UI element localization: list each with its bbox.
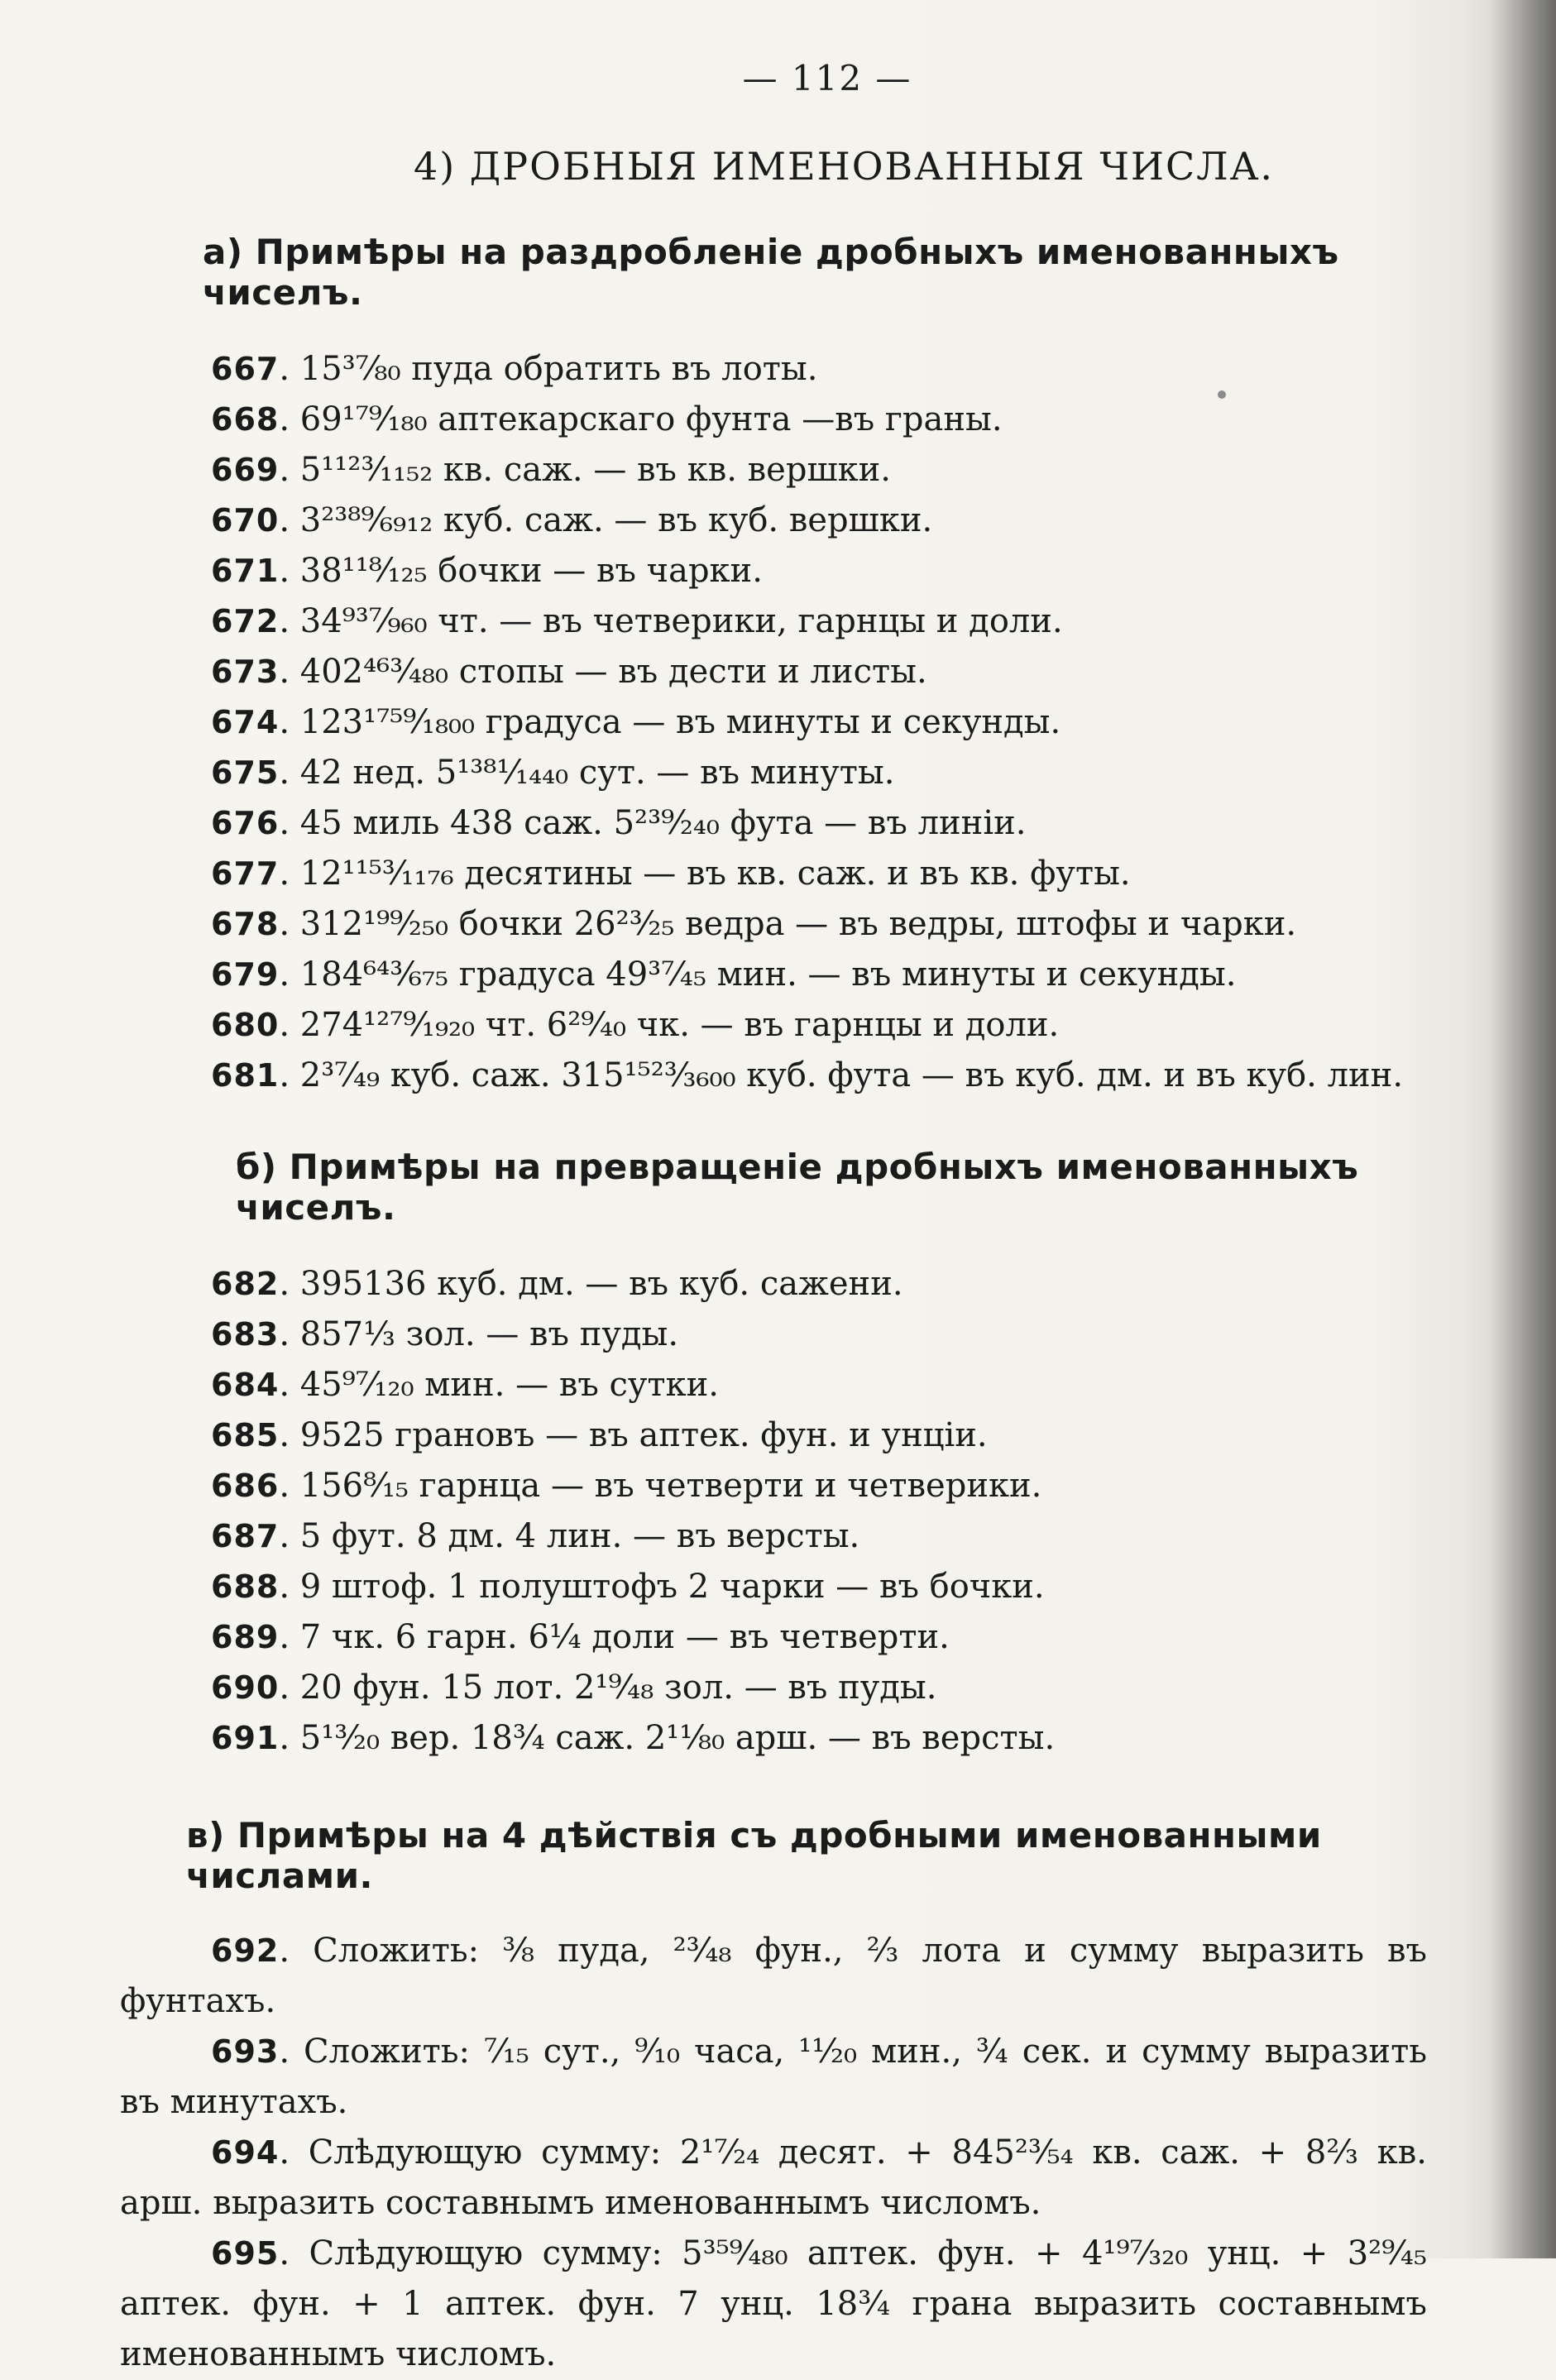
section-b-list bbox=[211, 1259, 1427, 1764]
list-item: 686. 156⁸⁄₁₅ гарнца — въ четверти и четверики. bbox=[211, 1467, 1042, 1505]
exercise-number: 678 bbox=[211, 906, 280, 942]
exercise-number: 687 bbox=[211, 1518, 280, 1554]
list-item: 693. Сложить: ⁷⁄₁₅ сут., ⁹⁄₁₀ часа, ¹¹⁄₂₀ мин., ¾ сек. и сумму выразить въ минутахъ. bbox=[120, 2033, 1428, 2121]
list-item: 668. 69¹⁷⁹⁄₁₈₀ аптекарскаго фунта —въ граны. bbox=[211, 400, 1003, 438]
exercise-number: 685 bbox=[211, 1417, 280, 1453]
list-item: 677. 12¹¹⁵³⁄₁₁₇₆ десятины — въ кв. саж. и въ кв. футы. bbox=[211, 855, 1131, 893]
exercise-number: 672 bbox=[211, 603, 280, 639]
exercise-number: 667 bbox=[211, 351, 280, 387]
exercise-text: 312¹⁹⁹⁄₂₅₀ бочки 26²³⁄₂₅ ведра — въ ведры, штофы и чарки. bbox=[299, 905, 1297, 943]
exercise-text: 7 чк. 6 гарн. 6¼ доли — въ четверти. bbox=[299, 1618, 950, 1656]
exercise-text: 34⁹³⁷⁄₉₆₀ чт. — въ четверики, гарнцы и доли. bbox=[299, 602, 1063, 640]
exercise-number: 690 bbox=[211, 1669, 280, 1706]
exercise-text: 402⁴⁶³⁄₄₈₀ стопы — въ дести и листы. bbox=[299, 653, 927, 691]
exercise-text: 15³⁷⁄₈₀ пуда обратить въ лоты. bbox=[299, 350, 818, 388]
exercise-text: Слѣдующую сумму: 2¹⁷⁄₂₄ десят. + 845²³⁄₅₄ кв. саж. + 8⅔ кв. арш. выразить составнымъ именованнымъ числомъ. bbox=[120, 2133, 1427, 2222]
exercise-number: 686 bbox=[211, 1468, 280, 1504]
exercise-text: 156⁸⁄₁₅ гарнца — въ четверти и четверики. bbox=[299, 1467, 1042, 1505]
exercise-number: 675 bbox=[211, 754, 280, 791]
list-item: 679. 184⁶⁴³⁄₆₇₅ градуса 49³⁷⁄₄₅ мин. — въ минуты и секунды. bbox=[211, 955, 1237, 994]
list-item: 669. 5¹¹²³⁄₁₁₅₂ кв. саж. — въ кв. вершки. bbox=[211, 451, 892, 489]
list-item: 689. 7 чк. 6 гарн. 6¼ доли — въ четверти. bbox=[211, 1618, 950, 1656]
exercise-text: 42 нед. 5¹³⁸¹⁄₁₄₄₀ сут. — въ минуты. bbox=[299, 754, 895, 792]
list-item: 678. 312¹⁹⁹⁄₂₅₀ бочки 26²³⁄₂₅ ведра — въ ведры, штофы и чарки. bbox=[211, 905, 1297, 943]
page-content bbox=[120, 58, 1427, 2380]
exercise-number: 693 bbox=[211, 2033, 280, 2070]
exercise-number: 695 bbox=[211, 2235, 280, 2272]
page-title: 4) ДРОБНЫЯ ИМЕНОВАННЫЯ ЧИСЛА. bbox=[413, 144, 1275, 189]
exercise-number: 688 bbox=[211, 1568, 280, 1605]
list-item: 667. 15³⁷⁄₈₀ пуда обратить въ лоты. bbox=[211, 350, 818, 388]
exercise-text: 12¹¹⁵³⁄₁₁₇₆ десятины — въ кв. саж. и въ кв. футы. bbox=[299, 855, 1131, 893]
list-item: 673. 402⁴⁶³⁄₄₈₀ стопы — въ дести и листы. bbox=[211, 653, 927, 691]
list-item: 674. 123¹⁷⁵⁹⁄₁₈₀₀ градуса — въ минуты и секунды. bbox=[211, 703, 1061, 741]
section-a-list bbox=[211, 344, 1427, 1101]
list-item: 681. 2³⁷⁄₄₉ куб. саж. 315¹⁵²³⁄₃₆₀₀ куб. фута — въ куб. дм. и въ куб. лин. bbox=[211, 1056, 1404, 1094]
exercise-number: 673 bbox=[211, 654, 280, 690]
exercise-number: 669 bbox=[211, 452, 280, 488]
exercise-text: 5 фут. 8 дм. 4 лин. — въ версты. bbox=[299, 1517, 860, 1555]
exercise-text: 45 миль 438 саж. 5²³⁹⁄₂₄₀ фута — въ линіи. bbox=[299, 804, 1027, 842]
exercise-number: 679 bbox=[211, 956, 280, 993]
exercise-text: 9 штоф. 1 полуштофъ 2 чарки — въ бочки. bbox=[299, 1568, 1045, 1606]
list-item: 684. 45⁹⁷⁄₁₂₀ мин. — въ сутки. bbox=[211, 1366, 719, 1404]
exercise-text: 20 фун. 15 лот. 2¹⁹⁄₄₈ зол. — въ пуды. bbox=[299, 1669, 937, 1707]
list-item: 682. 395136 куб. дм. — въ куб. сажени. bbox=[211, 1265, 903, 1303]
list-item: 676. 45 миль 438 саж. 5²³⁹⁄₂₄₀ фута — въ линіи. bbox=[211, 804, 1027, 842]
exercise-number: 680 bbox=[211, 1007, 280, 1043]
exercise-number: 691 bbox=[211, 1720, 280, 1756]
exercise-text: 395136 куб. дм. — въ куб. сажени. bbox=[299, 1265, 903, 1303]
exercise-text: 5¹³⁄₂₀ вер. 18¾ саж. 2¹¹⁄₈₀ арш. — въ версты. bbox=[299, 1719, 1056, 1757]
exercise-number: 668 bbox=[211, 401, 280, 438]
exercise-text: Слѣдующую сумму: 5³⁵⁹⁄₄₈₀ аптек. фун. + 4¹⁹⁷⁄₃₂₀ унц. + 3²⁹⁄₄₅ аптек. фун. + 1 аптек. фун. 7 унц. 18¾ грана выразить составнымъ именованнымъ числомъ. bbox=[120, 2234, 1427, 2373]
page-edge-shadow bbox=[1490, 0, 1556, 2258]
exercise-number: 689 bbox=[211, 1619, 280, 1655]
list-item: 692. Сложить: ⅜ пуда, ²³⁄₄₈ фун., ⅔ лота и сумму выразить въ фунтахъ. bbox=[120, 1932, 1427, 2020]
exercise-number: 676 bbox=[211, 805, 280, 841]
exercise-text: 9525 грановъ — въ аптек. фун. и унціи. bbox=[299, 1416, 988, 1454]
list-item: 671. 38¹¹⁸⁄₁₂₅ бочки — въ чарки. bbox=[211, 552, 763, 590]
list-item: 675. 42 нед. 5¹³⁸¹⁄₁₄₄₀ сут. — въ минуты. bbox=[211, 754, 895, 792]
exercise-number: 674 bbox=[211, 704, 280, 740]
exercise-text: 38¹¹⁸⁄₁₂₅ бочки — въ чарки. bbox=[299, 552, 763, 590]
exercise-text: 184⁶⁴³⁄₆₇₅ градуса 49³⁷⁄₄₅ мин. — въ минуты и секунды. bbox=[299, 955, 1237, 994]
exercise-number: 677 bbox=[211, 855, 280, 892]
exercise-number: 683 bbox=[211, 1316, 280, 1353]
list-item: 687. 5 фут. 8 дм. 4 лин. — въ версты. bbox=[211, 1517, 860, 1555]
exercise-number: 694 bbox=[211, 2134, 280, 2171]
list-item: 695. Слѣдующую сумму: 5³⁵⁹⁄₄₈₀ аптек. фун. + 4¹⁹⁷⁄₃₂₀ унц. + 3²⁹⁄₄₅ аптек. фун. + 1 аптек. фун. 7 унц. 18¾ грана выразить составнымъ именованнымъ числомъ. bbox=[120, 2234, 1427, 2373]
section-c-heading: в) Примѣры на 4 дѣйствія съ дробными именованными числами. bbox=[186, 1815, 1322, 1896]
exercise-number: 671 bbox=[211, 553, 280, 589]
exercise-number: 684 bbox=[211, 1367, 280, 1403]
list-item: 685. 9525 грановъ — въ аптек. фун. и унціи. bbox=[211, 1416, 988, 1454]
exercise-text: Сложить: ⁷⁄₁₅ сут., ⁹⁄₁₀ часа, ¹¹⁄₂₀ мин., ¾ сек. и сумму выразить въ минутахъ. bbox=[120, 2033, 1428, 2121]
list-item: 688. 9 штоф. 1 полуштофъ 2 чарки — въ бочки. bbox=[211, 1568, 1045, 1606]
exercise-text: 2³⁷⁄₄₉ куб. саж. 315¹⁵²³⁄₃₆₀₀ куб. фута — въ куб. дм. и въ куб. лин. bbox=[299, 1056, 1404, 1094]
section-c-list bbox=[120, 1926, 1427, 2380]
exercise-text: 123¹⁷⁵⁹⁄₁₈₀₀ градуса — въ минуты и секунды. bbox=[299, 703, 1061, 741]
list-item: 672. 34⁹³⁷⁄₉₆₀ чт. — въ четверики, гарнцы и доли. bbox=[211, 602, 1063, 640]
exercise-text: 45⁹⁷⁄₁₂₀ мин. — въ сутки. bbox=[299, 1366, 719, 1404]
list-item: 694. Слѣдующую сумму: 2¹⁷⁄₂₄ десят. + 845²³⁄₅₄ кв. саж. + 8⅔ кв. арш. выразить составнымъ именованнымъ числомъ. bbox=[120, 2133, 1427, 2222]
exercise-text: 5¹¹²³⁄₁₁₅₂ кв. саж. — въ кв. вершки. bbox=[299, 451, 892, 489]
list-item: 690. 20 фун. 15 лот. 2¹⁹⁄₄₈ зол. — въ пуды. bbox=[211, 1669, 937, 1707]
exercise-text: 857¹⁄₃ зол. — въ пуды. bbox=[299, 1315, 679, 1353]
section-b-heading: б) Примѣры на превращеніе дробныхъ именованныхъ чиселъ. bbox=[236, 1147, 1359, 1228]
list-item: 670. 3²³⁸⁹⁄₆₉₁₂ куб. саж. — въ куб. вершки. bbox=[211, 501, 933, 539]
exercise-text: 69¹⁷⁹⁄₁₈₀ аптекарскаго фунта —въ граны. bbox=[299, 400, 1003, 438]
exercise-number: 670 bbox=[211, 502, 280, 539]
exercise-number: 692 bbox=[211, 1932, 280, 1969]
exercise-number: 681 bbox=[211, 1057, 280, 1094]
exercise-number: 682 bbox=[211, 1266, 280, 1302]
section-a-heading: а) Примѣры на раздробленіе дробныхъ именованныхъ чиселъ. bbox=[203, 232, 1339, 313]
list-item: 680. 274¹²⁷⁹⁄₁₉₂₀ чт. 6²⁹⁄₄₀ чк. — въ гарнцы и доли. bbox=[211, 1006, 1060, 1044]
exercise-text: Сложить: ⅜ пуда, ²³⁄₄₈ фун., ⅔ лота и сумму выразить въ фунтахъ. bbox=[120, 1932, 1427, 2020]
list-item: 691. 5¹³⁄₂₀ вер. 18¾ саж. 2¹¹⁄₈₀ арш. — въ версты. bbox=[211, 1719, 1056, 1757]
list-item: 683. 857¹⁄₃ зол. — въ пуды. bbox=[211, 1315, 679, 1353]
exercise-text: 274¹²⁷⁹⁄₁₉₂₀ чт. 6²⁹⁄₄₀ чк. — въ гарнцы и доли. bbox=[299, 1006, 1060, 1044]
page-number: — 112 — bbox=[742, 58, 912, 98]
exercise-text: 3²³⁸⁹⁄₆₉₁₂ куб. саж. — въ куб. вершки. bbox=[299, 501, 933, 539]
